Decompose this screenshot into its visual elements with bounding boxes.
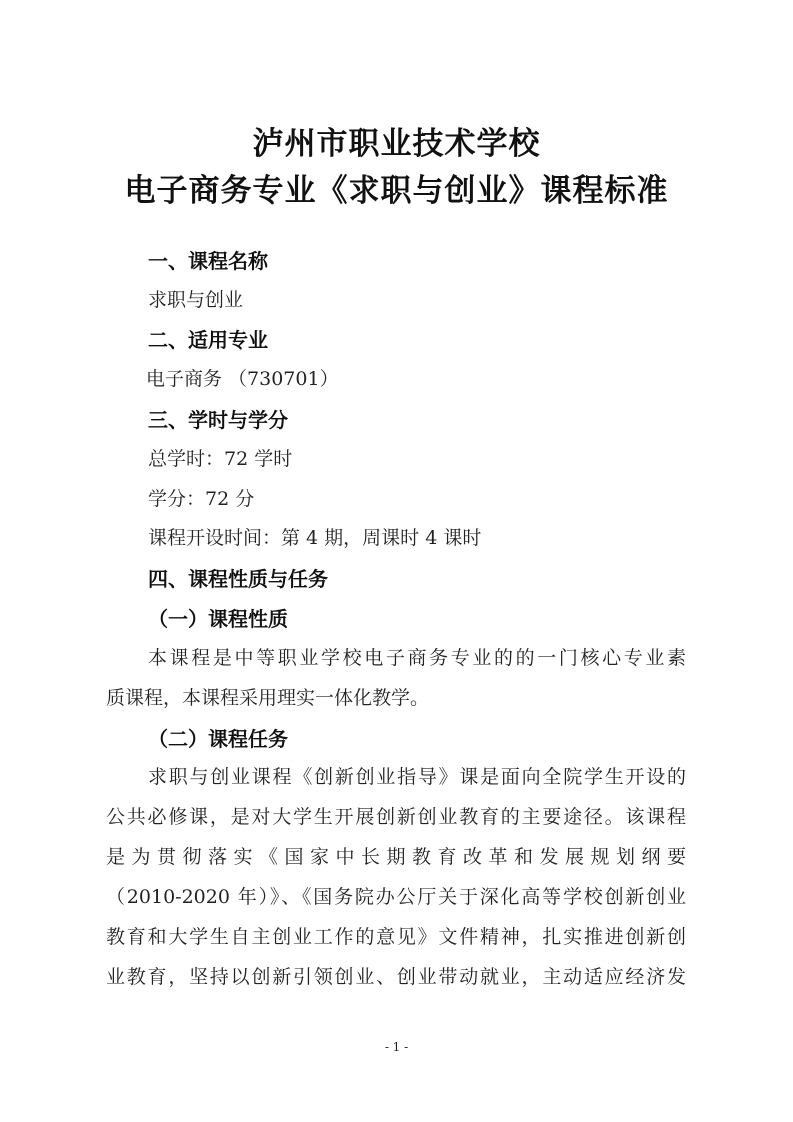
total-hours-text: 总学时：72 学时 [148, 448, 293, 470]
paragraph-line: 求职与创业课程《创新创业指导》课是面向全院学生开设的 [148, 766, 686, 788]
section-heading-course-name: 一、课程名称 [148, 249, 268, 273]
subheading-course-tasks: （二）课程任务 [148, 727, 288, 751]
document-title-line2: 电子商务专业《求职与创业》课程标准 [124, 173, 669, 209]
section-heading-nature-tasks: 四、课程性质与任务 [148, 567, 328, 591]
subheading-course-nature: （一）课程性质 [148, 607, 288, 631]
paragraph-line: （2010-2020 年）》、《国务院办公厅关于深化高等学校创新创业 [106, 886, 686, 908]
course-name-text: 求职与创业 [148, 289, 244, 311]
paragraph-line: 业教育，坚持以创新引领创业、创业带动就业，主动适应经济发 [106, 966, 686, 988]
major-text: 电子商务 （730701） [146, 368, 339, 390]
paragraph-line: 本课程是中等职业学校电子商务专业的的一门核心专业素 [148, 647, 686, 669]
page-number: - 1 - [384, 1040, 409, 1054]
paragraph-line: 质课程，本课程采用理实一体化教学。 [106, 687, 430, 709]
schedule-text: 课程开设时间：第 4 期，周课时 4 课时 [148, 527, 482, 549]
paragraph-line: 教育和大学生自主创业工作的意见》文件精神，扎实推进创新创 [106, 926, 686, 948]
section-heading-hours-credits: 三、学时与学分 [148, 408, 288, 432]
section-heading-major: 二、适用专业 [148, 328, 268, 352]
paragraph-line: 公共必修课，是对大学生开展创新创业教育的主要途径。该课程 [106, 806, 686, 828]
document-title-line1: 泸州市职业技术学校 [252, 126, 541, 162]
paragraph-line: 是为贯彻落实《国家中长期教育改革和发展规划纲要 [106, 846, 686, 868]
credits-text: 学分：72 分 [148, 488, 255, 510]
